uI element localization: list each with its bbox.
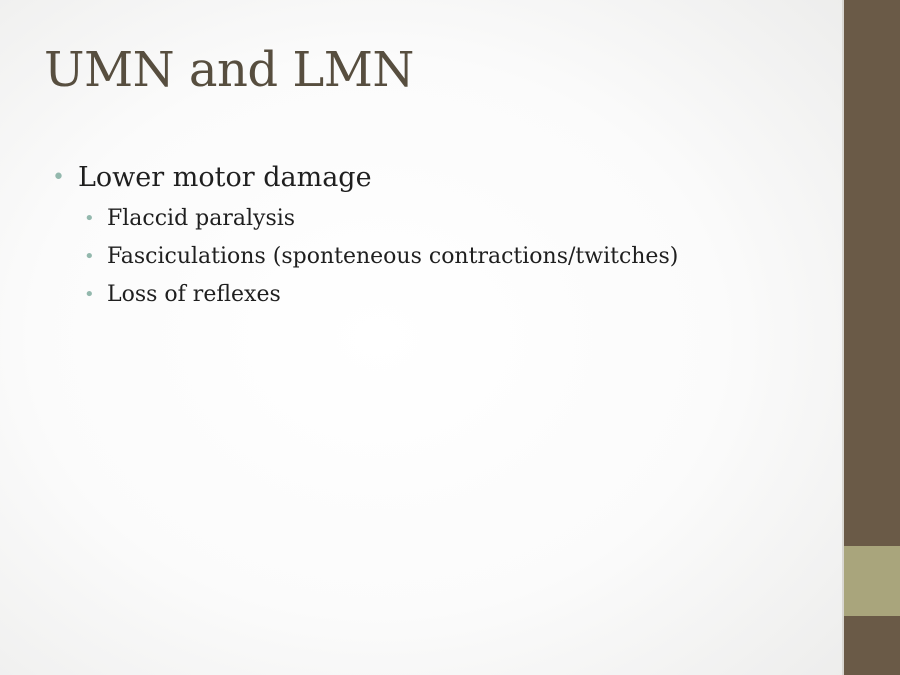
decorative-sidebar-accent bbox=[844, 546, 900, 616]
bullet-dot-icon: • bbox=[84, 246, 95, 267]
bullet-dot-icon: • bbox=[84, 208, 95, 229]
sub-bullet-item bbox=[52, 276, 832, 314]
bullet-text: Lower motor damage bbox=[78, 162, 372, 193]
bullet-item bbox=[52, 156, 832, 200]
sub-bullet-item bbox=[52, 200, 832, 238]
sub-bullet-text: Loss of reflexes bbox=[107, 282, 281, 307]
bullet-dot-icon: • bbox=[52, 165, 65, 190]
sub-bullet-text: Fasciculations (sponteneous contractions/twitches) bbox=[107, 244, 679, 269]
slide-title: UMN and LMN bbox=[44, 42, 414, 98]
bullet-dot-icon: • bbox=[84, 284, 95, 305]
sub-bullet-text: Flaccid paralysis bbox=[107, 206, 296, 231]
bullet-list bbox=[52, 156, 832, 314]
sub-bullet-item bbox=[52, 238, 832, 276]
